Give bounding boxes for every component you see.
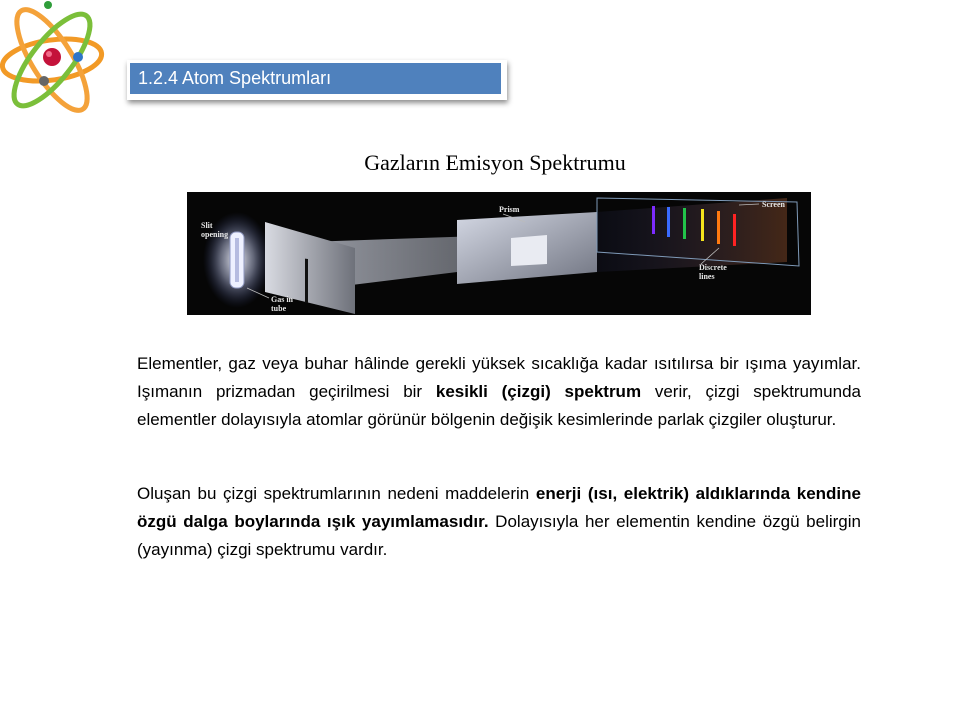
- emission-spectrum-figure: [187, 192, 811, 315]
- paragraph-2: [137, 480, 861, 564]
- label-opening: opening: [201, 230, 229, 239]
- spectral-line-orange: [717, 211, 720, 244]
- spectral-line-violet: [652, 206, 655, 234]
- label-prism: Prism: [499, 205, 520, 214]
- slit-opening: [305, 259, 308, 303]
- label-slit: Slit: [201, 221, 213, 230]
- paragraph-2-bold: enerji (ısı, elektrik) aldıklarında kendine özgü dalga boylarında ışık yayımlamasıdır.: [137, 484, 861, 531]
- prism-face: [511, 235, 547, 266]
- spectral-line-red: [733, 214, 736, 246]
- tube-core: [235, 238, 239, 282]
- atom-logo: [0, 0, 112, 132]
- label-lines: lines: [699, 272, 715, 281]
- spectrometer-diagram: [187, 192, 811, 315]
- paragraph-1-text-b: verir, çizgi spektrumunda elementler dolayısıyla atomlar görünür bölgenin değişik kesimlerinde parlak çizgiler oluşturur.: [137, 382, 861, 429]
- figure-title: Gazların Emisyon Spektrumu: [364, 150, 626, 175]
- dispersed-light: [597, 198, 787, 272]
- label-gas-in: Gas in: [271, 295, 294, 304]
- slide-title: 1.2.4 Atom Spektrumları: [130, 63, 501, 94]
- label-discrete: Discrete: [699, 263, 727, 272]
- atom-icon: [0, 0, 112, 132]
- paragraph-2-text-b: Dolayısıyla her elementin kendine özgü belirgin (yayınma) çizgi spektrumu vardır.: [137, 512, 861, 559]
- paragraph-2-text-a: Oluşan bu çizgi spektrumlarının nedeni maddelerin: [137, 484, 536, 503]
- spectral-line-green: [683, 208, 686, 239]
- spectral-line-yellow: [701, 209, 704, 241]
- label-screen: Screen: [762, 200, 785, 209]
- paragraph-1-text-a: Elementler, gaz veya buhar hâlinde gerekli yüksek sıcaklığa kadar ısıtılırsa bir ışıma yayımlar. Işımanın prizmadan geçirilmesi bir: [137, 354, 861, 401]
- paragraph-1: [137, 350, 861, 434]
- label-tube: tube: [271, 304, 287, 313]
- spectral-line-blue: [667, 207, 670, 237]
- slide-title-box: [127, 60, 507, 100]
- paragraph-1-bold: kesikli (çizgi) spektrum: [435, 382, 642, 401]
